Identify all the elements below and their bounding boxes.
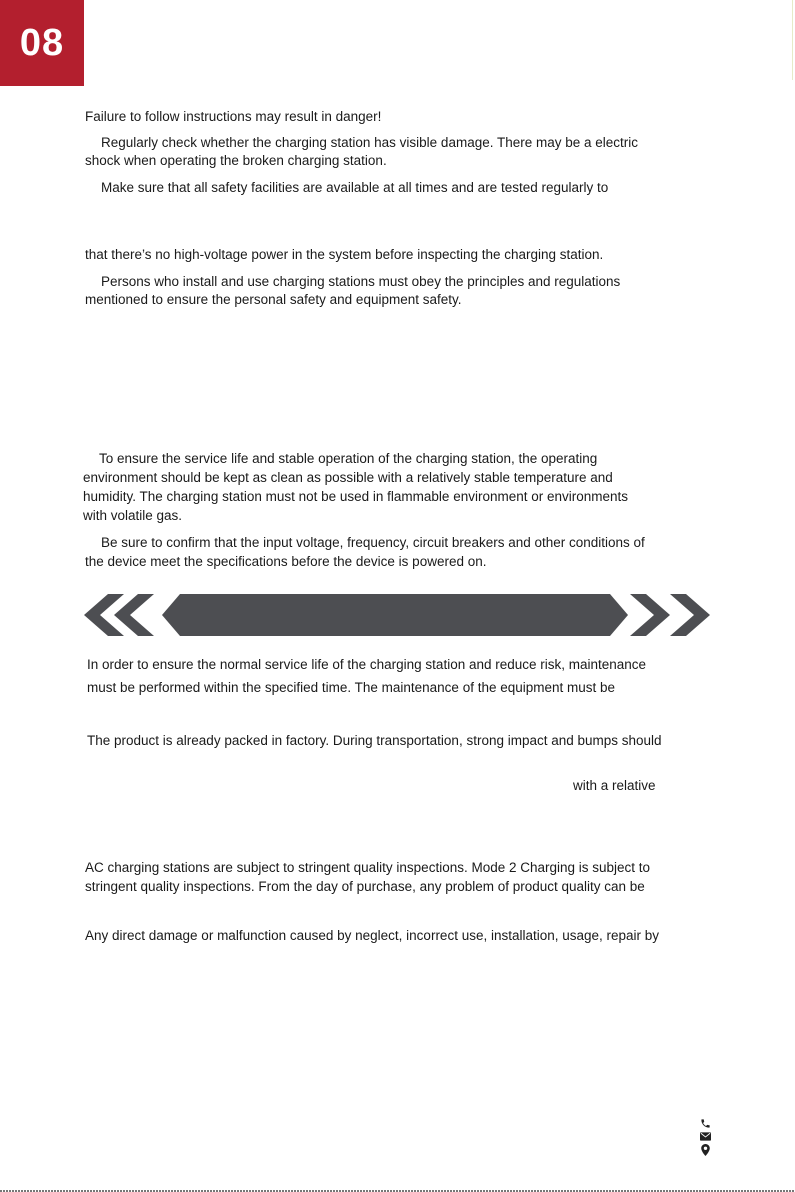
text-line: To ensure the service life and stable operation of the charging station, the operating xyxy=(99,451,598,466)
text-line: In order to ensure the normal service life of the charging station and reduce risk, maintenance xyxy=(87,657,647,672)
location-pin-icon xyxy=(700,1144,711,1156)
text-line: Failure to follow instructions may result in danger! xyxy=(85,109,382,124)
left-chevron-inner-icon xyxy=(114,594,154,636)
phone-icon xyxy=(700,1118,711,1129)
text-line: that there’s no high-voltage power in the system before inspecting the charging station. xyxy=(85,247,604,262)
text-line: humidity. The charging station must not be used in flammable environment or environments xyxy=(83,489,629,504)
contact-icons xyxy=(700,1118,714,1159)
text-line: The product is already packed in factory. During transportation, strong impact and bumps should xyxy=(87,733,662,748)
text-line: with a relative xyxy=(573,778,656,793)
text-line: must be performed within the specified time. The maintenance of the equipment must be xyxy=(87,680,616,695)
text-line: mentioned to ensure the personal safety and equipment safety. xyxy=(85,292,462,307)
text-line: AC charging stations are subject to stringent quality inspections. Mode 2 Charging is subject to xyxy=(85,860,651,875)
text-line: Regularly check whether the charging station has visible damage. There may be a electric xyxy=(101,135,639,150)
right-chevron-outer-icon xyxy=(670,594,710,636)
margin-rule xyxy=(792,0,793,80)
section-banner xyxy=(84,594,710,636)
text-line: Be sure to confirm that the input voltage, frequency, circuit breakers and other conditions of xyxy=(101,535,645,550)
mail-icon xyxy=(700,1132,711,1141)
text-line: environment should be kept as clean as possible with a relatively stable temperature and xyxy=(83,470,613,485)
text-line: shock when operating the broken charging station. xyxy=(85,153,387,168)
right-chevron-inner-icon xyxy=(630,594,670,636)
banner-bar xyxy=(162,594,628,636)
text-line: the device meet the specifications before the device is powered on. xyxy=(85,554,487,569)
page-number-badge: 08 xyxy=(0,0,84,86)
text-line: with volatile gas. xyxy=(83,508,183,523)
text-line: Any direct damage or malfunction caused by neglect, incorrect use, installation, usage, repair by xyxy=(85,928,660,943)
text-line: Make sure that all safety facilities are available at all times and are tested regularly to xyxy=(101,180,609,195)
text-line: stringent quality inspections. From the day of purchase, any problem of product quality can be xyxy=(85,879,645,894)
text-line: Persons who install and use charging stations must obey the principles and regulations xyxy=(101,274,621,289)
